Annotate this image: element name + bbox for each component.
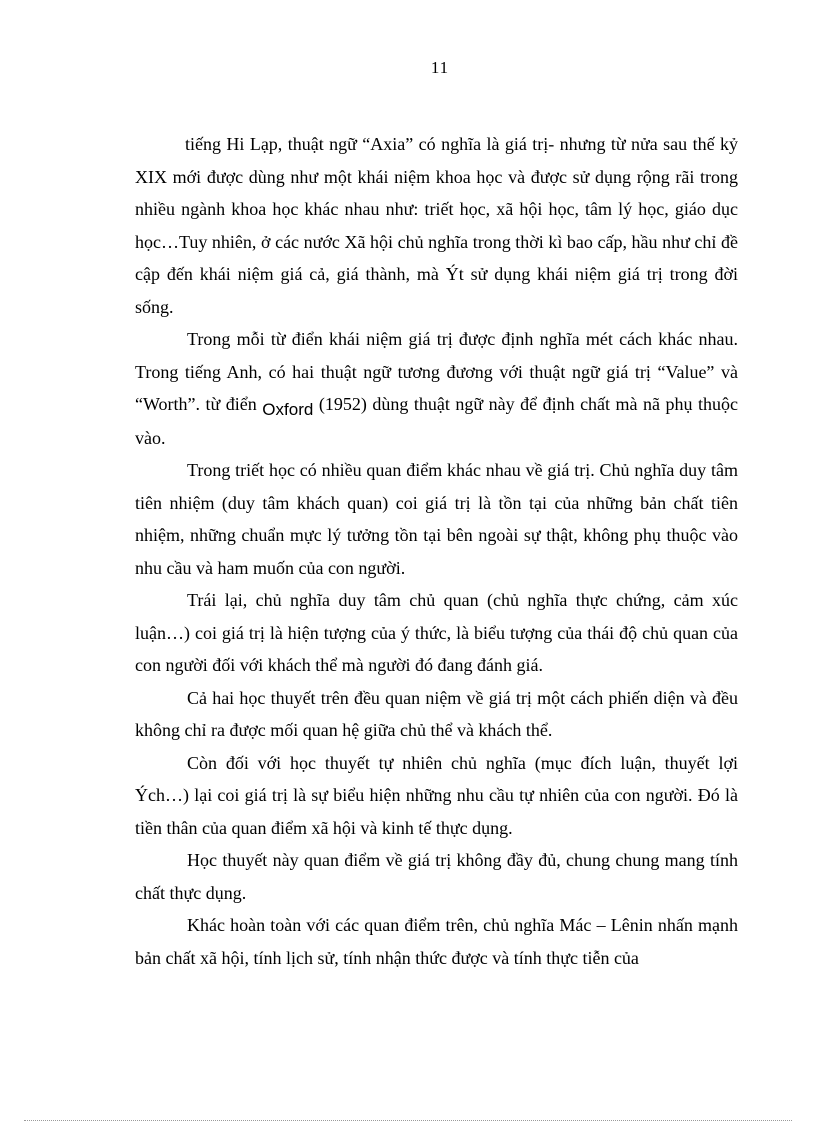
page-number: 11 xyxy=(430,58,450,77)
paragraph-2-text-after: (1952) dùng thuật ngữ này để định chất mà nã phụ thuộc vào. xyxy=(135,394,739,448)
paragraph-2 xyxy=(135,323,738,454)
paragraph-6: Còn đối với học thuyết tự nhiên chủ nghĩa (mục đích luận, thuyết lợi Ých…) lại coi giá trị là sự biểu hiện những nhu cầu tự nhiên của con người. Đó là tiền thân của quan điểm xã hội và kinh tế thực dụng. xyxy=(135,752,738,838)
paragraph-1: tiếng Hi Lạp, thuật ngữ “Axia” có nghĩa là giá trị- nhưng từ nửa sau thế kỷ XIX mới được dùng như một khái niệm khoa học và được sử dụng rộng rãi trong nhiều ngành khoa học khác nhau như: triết học, xã hội học, tâm lý học, giáo dục học…Tuy nhiên, ở các nước Xã hội chủ nghĩa trong thời kì bao cấp, hầu như chỉ đề cập đến khái niệm giá cả, giá thành, mà Ýt sử dụng khái niệm giá trị trong đời sống. xyxy=(135,134,738,317)
page-bottom-divider xyxy=(24,1120,792,1121)
paragraph-7: Học thuyết này quan điểm về giá trị không đầy đủ, chung chung mang tính chất thực dụng. xyxy=(135,850,738,903)
paragraph-3: Trong triết học có nhiều quan điểm khác nhau về giá trị. Chủ nghĩa duy tâm tiên nhiệm (duy tâm khách quan) coi giá trị là tồn tại của những bản chất tiên nhiệm, những chuẩn mực lý tưởng tồn tại bên ngoài sự thật, không phụ thuộc vào nhu cầu và ham muốn của con người. xyxy=(135,460,738,578)
paragraph-8: Khác hoàn toàn với các quan điểm trên, chủ nghĩa Mác – Lênin nhấn mạnh bản chất xã hội, tính lịch sử, tính nhận thức được và tính thực tiễn của xyxy=(135,915,738,968)
body-text xyxy=(135,128,738,974)
oxford-word: Oxford xyxy=(262,400,314,419)
paragraph-4: Trái lại, chủ nghĩa duy tâm chủ quan (chủ nghĩa thực chứng, cảm xúc luận…) coi giá trị là hiện tượng của ý thức, là biểu tượng của thái độ chủ quan của con người đối với khách thể mà người đó đang đánh giá. xyxy=(135,590,738,675)
paragraph-2-text-before: Trong mỗi từ điển khái niệm giá trị được định nghĩa mét cách khác nhau. Trong tiếng Anh, có hai thuật ngữ tương đương với thuật ngữ giá trị “Value” và “Worth”. từ điển xyxy=(135,329,738,414)
paragraph-5: Cả hai học thuyết trên đều quan niệm về giá trị một cách phiến diện và đều không chỉ ra được mối quan hệ giữa chủ thể và khách thể. xyxy=(135,687,738,740)
